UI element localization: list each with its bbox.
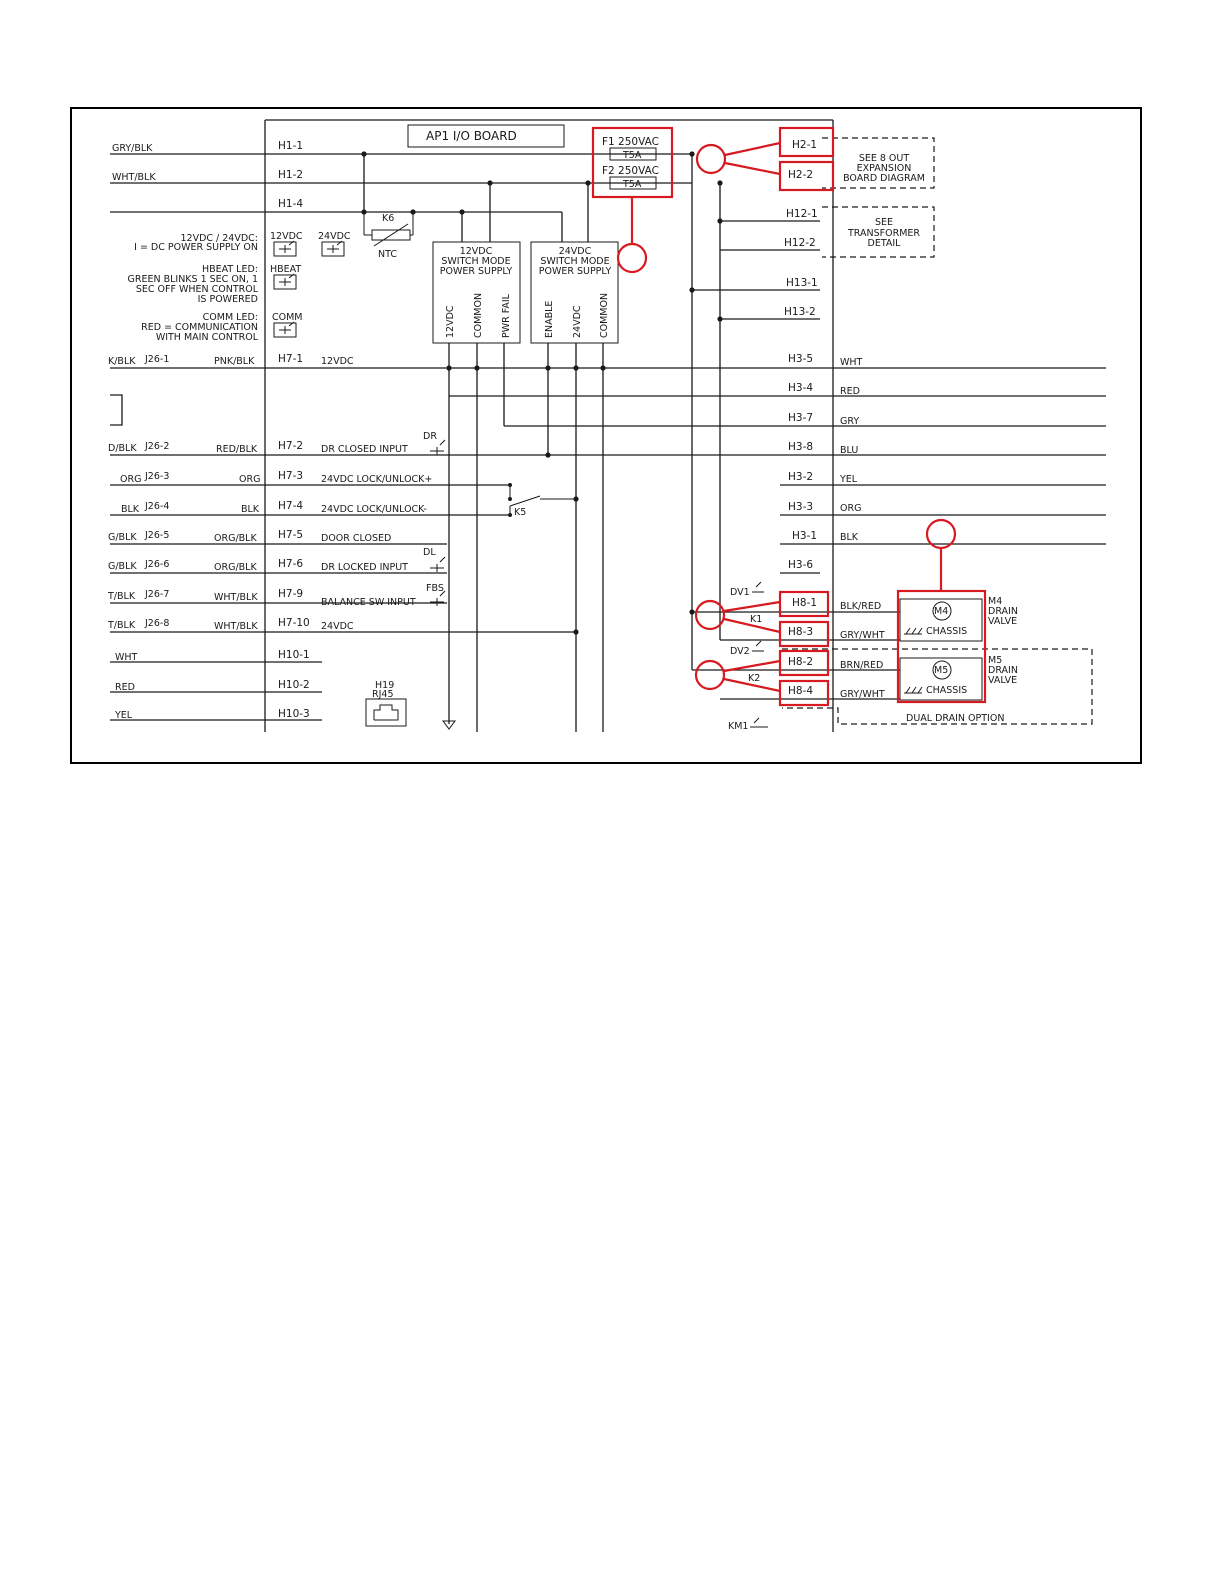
led-comm-label: COMM bbox=[272, 312, 303, 323]
inner-wire-label: BLK bbox=[241, 504, 260, 515]
h7-label: H7-9 bbox=[278, 588, 304, 600]
h3-color: YEL bbox=[840, 474, 858, 485]
h8-color: BRN/RED bbox=[840, 660, 884, 671]
h8-label: H8-3 bbox=[788, 626, 814, 638]
expansion-note bbox=[822, 138, 934, 188]
m5-name: VALVE bbox=[988, 675, 1018, 686]
rj45-label: RJ45 bbox=[372, 689, 394, 700]
fuse-f2-rating: T5A bbox=[623, 179, 642, 190]
wire-label-k-blk: K/BLK bbox=[108, 356, 136, 367]
input-tag-fbs: FBS bbox=[426, 583, 444, 594]
wire-label-t-blk-7: T/BLK bbox=[108, 591, 136, 602]
led-legend bbox=[127, 233, 258, 343]
h7-desc: DR CLOSED INPUT bbox=[321, 444, 408, 455]
h8-label: H8-2 bbox=[788, 656, 814, 668]
led-12vdc bbox=[270, 231, 303, 256]
input-tag-dr: DR bbox=[423, 431, 437, 442]
psu-pin: 12VDC bbox=[445, 305, 456, 338]
expansion-note-line: BOARD DIAGRAM bbox=[843, 173, 925, 184]
led-legend-line: COMM LED: bbox=[202, 312, 258, 323]
fuse-f2-label: F2 250VAC bbox=[602, 165, 659, 177]
callout-circle bbox=[696, 661, 724, 689]
h3-label: H3-8 bbox=[788, 441, 814, 453]
h13-label: H13-2 bbox=[784, 306, 816, 318]
led-legend-line: I = DC POWER SUPPLY ON bbox=[134, 242, 258, 253]
inner-wire-label: ORG bbox=[239, 474, 261, 485]
psu-12vdc-title: SWITCH MODE bbox=[441, 256, 511, 267]
j26-label: J26-7 bbox=[145, 589, 170, 600]
board-title: AP1 I/O BOARD bbox=[426, 129, 517, 143]
h7-label: H7-6 bbox=[278, 558, 304, 570]
relay-k5 bbox=[508, 483, 576, 518]
wire-label-yel: YEL bbox=[115, 710, 133, 721]
inner-wire-label: PNK/BLK bbox=[214, 356, 255, 367]
h3-label: H3-2 bbox=[788, 471, 814, 483]
j26-label: J26-2 bbox=[145, 441, 170, 452]
fuse-f1 bbox=[602, 136, 659, 161]
h7-desc: DR LOCKED INPUT bbox=[321, 562, 408, 573]
m4-chassis-label: CHASSIS bbox=[926, 626, 968, 637]
h7-label: H7-3 bbox=[278, 470, 304, 482]
relay-k6-label: K6 bbox=[382, 213, 395, 224]
h7-desc: BALANCE SW INPUT bbox=[321, 597, 416, 608]
m4-symbol: M4 bbox=[934, 606, 949, 617]
m4-name: VALVE bbox=[988, 616, 1018, 627]
input-tag-dl: DL bbox=[423, 547, 436, 558]
h7-descriptions bbox=[321, 356, 432, 632]
h7-label: H7-2 bbox=[278, 440, 304, 452]
wire-label-t-blk-8: T/BLK bbox=[108, 620, 136, 631]
led-legend-line: HBEAT LED: bbox=[201, 264, 258, 275]
input-tag-dv2: DV2 bbox=[730, 646, 750, 657]
relay-k1-label: K1 bbox=[750, 614, 763, 625]
input-led-icon bbox=[752, 582, 764, 592]
chassis-ground-icon bbox=[904, 628, 922, 634]
led-hbeat bbox=[270, 264, 301, 289]
ntc-label: NTC bbox=[378, 249, 397, 260]
h13-label: H13-1 bbox=[786, 277, 818, 289]
relay-k6 bbox=[364, 212, 413, 260]
psu-pin: PWR FAIL bbox=[501, 294, 512, 338]
inner-wire-colors bbox=[214, 356, 260, 632]
h3-color: BLK bbox=[840, 532, 859, 543]
transformer-note-line: TRANSFORMER bbox=[848, 228, 920, 239]
h3-label: H3-4 bbox=[788, 382, 814, 394]
h7-desc: 12VDC bbox=[321, 356, 354, 367]
junction-dots bbox=[361, 151, 722, 634]
h19-label: H19 bbox=[375, 680, 395, 691]
psu-24vdc-title: SWITCH MODE bbox=[540, 256, 610, 267]
h7-desc: 24VDC LOCK/UNLOCK- bbox=[321, 504, 427, 515]
h3-color: ORG bbox=[840, 503, 862, 514]
h7-label: H7-10 bbox=[278, 617, 310, 629]
wiring-diagram-frame bbox=[70, 107, 1142, 764]
h7-connectors bbox=[278, 353, 310, 629]
h8-color: GRY/WHT bbox=[840, 689, 885, 700]
h10-label: H10-1 bbox=[278, 649, 310, 661]
h3-label: H3-1 bbox=[792, 530, 818, 542]
m4-name: M4 bbox=[988, 596, 1003, 607]
wire-label-g-blk-5: G/BLK bbox=[108, 532, 137, 543]
h10-label: H10-2 bbox=[278, 679, 310, 691]
psu-pin: 24VDC bbox=[572, 305, 583, 338]
led-12vdc-label: 12VDC bbox=[270, 231, 303, 242]
h3-label: H3-7 bbox=[788, 412, 814, 424]
transformer-note bbox=[822, 207, 934, 257]
transformer-note-line: DETAIL bbox=[867, 238, 901, 249]
h3-color: RED bbox=[840, 386, 860, 397]
psu-pin: COMMON bbox=[473, 292, 484, 338]
input-led-icon bbox=[430, 557, 445, 572]
j26-label: J26-3 bbox=[145, 471, 170, 482]
j26-label: J26-6 bbox=[145, 559, 170, 570]
wire-label-wht-blk: WHT/BLK bbox=[112, 172, 156, 183]
wire-label-g-blk-6: G/BLK bbox=[108, 561, 137, 572]
h7-desc: 24VDC LOCK/UNLOCK+ bbox=[321, 474, 433, 485]
relay-k5-label: K5 bbox=[514, 507, 527, 518]
h3-color: WHT bbox=[840, 357, 863, 368]
h7-label: H7-5 bbox=[278, 529, 304, 541]
h7-desc: DOOR CLOSED bbox=[321, 533, 392, 544]
psu-12vdc-title: 12VDC bbox=[459, 246, 493, 257]
inner-wire-label: ORG/BLK bbox=[214, 533, 257, 544]
h1-label: H1-2 bbox=[278, 169, 304, 181]
input-led-icon bbox=[430, 440, 445, 455]
led-legend-line: RED = COMMUNICATION bbox=[141, 322, 258, 333]
h10-label: H10-3 bbox=[278, 708, 310, 720]
psu-24vdc-title: POWER SUPPLY bbox=[538, 266, 612, 277]
callout-circle bbox=[697, 145, 725, 173]
wire-label-gry-blk: GRY/BLK bbox=[112, 143, 153, 154]
m5-symbol: M5 bbox=[934, 665, 949, 676]
psu-12vdc-title: POWER SUPPLY bbox=[439, 266, 513, 277]
led-24vdc-label: 24VDC bbox=[318, 231, 351, 242]
chassis-ground-icon bbox=[904, 687, 922, 693]
m5-name: M5 bbox=[988, 655, 1003, 666]
fuse-f2 bbox=[602, 165, 659, 190]
fuse-f1-rating: T5A bbox=[623, 150, 642, 161]
h3-connectors bbox=[788, 353, 817, 571]
inner-wire-label: RED/BLK bbox=[216, 444, 258, 455]
m4-name: DRAIN bbox=[988, 606, 1018, 617]
vertical-buses bbox=[364, 154, 720, 732]
led-comm bbox=[272, 312, 303, 337]
h12-label: H12-1 bbox=[786, 208, 818, 220]
fuse-f1-label: F1 250VAC bbox=[602, 136, 659, 148]
h3-color: BLU bbox=[840, 445, 859, 456]
led-legend-line: 12VDC / 24VDC: bbox=[180, 233, 258, 244]
led-hbeat-label: HBEAT bbox=[270, 264, 302, 275]
led-24vdc bbox=[318, 231, 351, 256]
h3-color: GRY bbox=[840, 416, 860, 427]
inner-wire-label: ORG/BLK bbox=[214, 562, 257, 573]
dual-drain-label: DUAL DRAIN OPTION bbox=[906, 713, 1005, 724]
h7-label: H7-4 bbox=[278, 500, 304, 512]
m5-chassis-label: CHASSIS bbox=[926, 685, 968, 696]
j26-label: J26-1 bbox=[145, 354, 170, 365]
h8-color: GRY/WHT bbox=[840, 630, 885, 641]
h7-desc: 24VDC bbox=[321, 621, 354, 632]
wire-label-wht: WHT bbox=[115, 652, 138, 663]
h8-label: H8-4 bbox=[788, 685, 814, 697]
drain-valve-m5 bbox=[900, 655, 1018, 700]
h3-label: H3-5 bbox=[788, 353, 814, 365]
j26-label: J26-8 bbox=[145, 618, 170, 629]
input-led-icon bbox=[750, 718, 768, 727]
wire-label-org: ORG bbox=[120, 474, 142, 485]
j26-connectors bbox=[144, 354, 169, 629]
wire-label-red: RED bbox=[115, 682, 135, 693]
wire-label-d-blk: D/BLK bbox=[108, 443, 137, 454]
psu-24vdc bbox=[531, 242, 618, 343]
psu-12vdc bbox=[433, 242, 520, 343]
led-legend-line: WITH MAIN CONTROL bbox=[155, 332, 258, 343]
j26-label: J26-5 bbox=[145, 530, 170, 541]
h3-label: H3-3 bbox=[788, 501, 814, 513]
h12-label: H12-2 bbox=[784, 237, 816, 249]
led-legend-line: IS POWERED bbox=[197, 294, 258, 305]
input-tag-km1: KM1 bbox=[728, 721, 749, 732]
psu-pin: COMMON bbox=[599, 292, 610, 338]
h8-color: BLK/RED bbox=[840, 601, 882, 612]
drain-valve-m4 bbox=[900, 596, 1018, 641]
h8-label: H8-1 bbox=[792, 597, 818, 609]
inner-wire-label: WHT/BLK bbox=[214, 592, 258, 603]
led-legend-line: GREEN BLINKS 1 SEC ON, 1 bbox=[127, 274, 258, 285]
wire-label-blk: BLK bbox=[121, 504, 140, 515]
rj45-jack bbox=[366, 680, 406, 726]
j26-label: J26-4 bbox=[145, 501, 170, 512]
wiring-diagram bbox=[72, 109, 1142, 764]
h2-label: H2-1 bbox=[792, 139, 818, 151]
transformer-note-line: SEE bbox=[874, 217, 894, 228]
input-led-icon bbox=[752, 641, 764, 651]
led-legend-line: SEC OFF WHEN CONTROL bbox=[135, 284, 258, 295]
psu-24vdc-title: 24VDC bbox=[558, 246, 592, 257]
h8-wire-colors bbox=[840, 601, 885, 700]
h3-label: H3-6 bbox=[788, 559, 814, 571]
expansion-note-line: EXPANSION bbox=[856, 163, 912, 174]
psu-pin: ENABLE bbox=[544, 300, 555, 338]
inner-wire-label: WHT/BLK bbox=[214, 621, 258, 632]
m5-name: DRAIN bbox=[988, 665, 1018, 676]
expansion-note-line: SEE 8 OUT bbox=[858, 153, 910, 164]
input-tag-dv1: DV1 bbox=[730, 587, 750, 598]
callout-circle bbox=[618, 244, 646, 272]
relay-k2-label: K2 bbox=[748, 673, 761, 684]
h2-label: H2-2 bbox=[788, 169, 814, 181]
h1-label: H1-1 bbox=[278, 140, 304, 152]
h1-label: H1-4 bbox=[278, 198, 304, 210]
h7-label: H7-1 bbox=[278, 353, 304, 365]
